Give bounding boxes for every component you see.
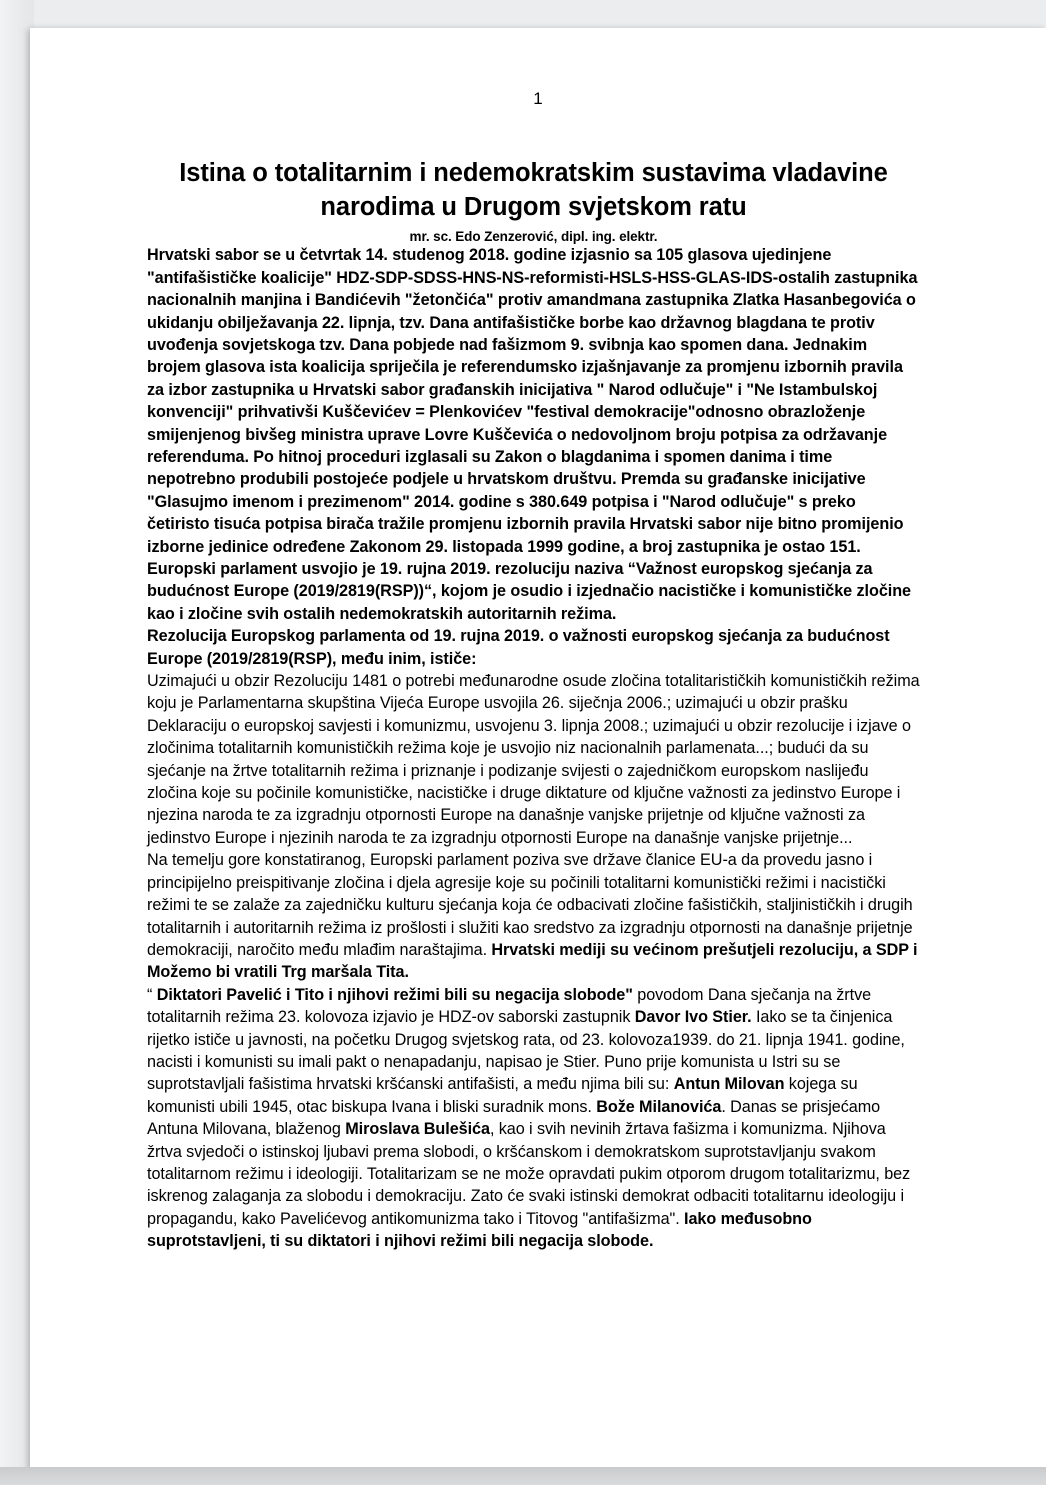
stier-text-2: Iako se ta činjenica rijetko ističe u javnosti, na početku Drugog svjetskog rata, od 23. kolovoza1939. do 21. lipnja 1941. godine, nacisti i komunisti su imali pakt o nenapadanju, napisao je Stier. Puno prije komunista u Istri su se suprotstavljali fašistima hrvatski kršćanski antifašisti, a među njima bili su:: [147, 1008, 905, 1094]
document-title-line-2: narodima u Drugom svjetskom ratu: [320, 193, 747, 222]
name-miroslava-bulesica: Miroslava Bulešića: [345, 1120, 490, 1139]
page-content: [147, 156, 920, 1253]
quote-dictators-negation: Diktatori Pavelić i Tito i njihovi režimi bili su negacija slobode": [156, 985, 633, 1004]
paragraph-ep-resolution-citation: Rezolucija Europskog parlamenta od 19. rujna 2019. o važnosti europskog sjećanja za budućnost Europe (2019/2819(RSP), među inim, ističe:: [147, 627, 890, 668]
quote-open-mark: “: [147, 985, 157, 1004]
paragraph-ep-resolution-intro: Europski parlament usvojio je 19. rujna 2019. rezoluciju naziva “Važnost europskog sjećanja za budućnost Europe (2019/2819(RSP))“, kojom je osudio i izjednačio nacističke i komunističke zločine kao i zločine svih ostalih nedemokratskih autoritarnih režima.: [147, 560, 912, 623]
closing-emphasis-negacija-slobode: Iako međusobno suprotstavljeni, ti su diktatori i njihovi režimi bili negacija slobode.: [147, 1209, 812, 1251]
name-antun-milovan: Antun Milovan: [673, 1075, 785, 1094]
name-davor-ivo-stier: Davor Ivo Stier.: [634, 1008, 752, 1027]
paragraph-ep-call-text: Na temelju gore konstatiranog, Europski parlament poziva sve države članice EU-a da provedu jasno i principijelno preispitivanje zločina i djela agresije koje su počinili totalitarni komunistički režimi i nacistički režimi te se zalaže za zajedničku kulturu sjećanja koja će odbacivati zločine fašističkih, staljinističkih i drugih totalitarnih i autoritarnih režima iz prošlosti i služiti kao sredstvo za izgradnju otpornosti na današnje prijetnje demokraciji, naročito među mlađim naraštajima.: [147, 851, 913, 959]
stier-text-5: , kao i svih nevinih žrtava fašizma i komunizma. Njihova žrtva svjedoči o istinskoj ljubavi prema slobodi, o kršćanskom i demokratskom suprotstavljanju svakom totalitarnom režimu i ideologiji. Totalitarizam se ne može opravdati pukim otporom drugom totalitarizmu, bez iskrenog zalaganja za slobodu i demokraciju. Zato će svaki istinski demokrat odbaciti totalitarnu ideologiju i propagandu, kako Pavelićevog antikomunizma tako i Titovog "antifašizma".: [147, 1120, 911, 1228]
paragraph-sabor-vote: Hrvatski sabor se u četvrtak 14. studenog 2018. godine izjasnio sa 105 glasova ujedinjene "antifašističke koalicije" HDZ-SDP-SDSS-HNS-NS-reformisti-HSLS-HSS-GLAS-IDS-ostalih zastupnika nacionalnih manjina i Bandićevih "žetončića" protiv amandmana zastupnika Zlatka Hasanbegovića o ukidanju obilježavanja 22. lipnja, tzv. Dana antifašističke borbe kao državnog blagdana te protiv uvođenja sovjetskoga tzv. Dana pobjede nad fašizmom 9. svibnja kao spomen dana. Jednakim brojem glasova ista koalicija spriječila je referendumsko izjašnjavanje za promjenu izbornih pravila za izbor zastupnika u Hrvatski sabor građanskih inicijativa " Narod odlučuje" i "Ne Istambulskoj konvenciji" prihvativši Kuščevićev = Plenkovićev "festival demokracije"odnosno obrazloženje smijenjenog bivšeg ministra uprave Lovre Kuščevića o nedovoljnom broju potpisa za održavanje referenduma. Po hitnoj proceduri izglasali su Zakon o blagdanima i spomen danima i time nepotrebno produbili postojeće podjele u hrvatskom društvu. Premda su građanske inicijative "Glasujmo imenom i prezimenom" 2014. godine s 380.649 potpisa i "Narod odlučuje" s preko četiristo tisuća potpisa birača tražile promjenu izbornih pravila Hrvatski sabor nije bitno promijenio izborne jedinice određene Zakonom 29. listopada 1999 godine, a broj zastupnika je ostao 151.: [147, 246, 918, 556]
document-title-line-1: Istina o totalitarnim i nedemokratskim sustavima vladavine: [179, 159, 888, 187]
stier-text-3: kojega su komunisti ubili 1945, otac biskupa Ivana i bliski suradnik mons.: [147, 1075, 858, 1116]
backdrop-left-gradient: [0, 0, 34, 1485]
paragraph-resolution-recitals: Uzimajući u obzir Rezoluciju 1481 o potrebi međunarodne osude zločina totalitarističkih komunističkih režima koju je Parlamentarna skupština Vijeća Europe usvojila 26. siječnja 2006.; uzimajući u obzir prašku Deklaraciju o europskoj savjesti i komunizmu, usvojenu 3. lipnja 2008.; uzimajući u obzir rezolucije i izjave o zločinima totalitarnih komunističkih režima koje je usvojio niz nacionalnih parlamenata...; budući da su sjećanje na žrtve totalitarnih režima i priznanje i podizanje svijesti o zajedničkom europskom naslijeđu zločina koje su počinile komunističke, nacističke i druge diktature od ključne važnosti za jedinstvo Europe i njezina naroda te za izgradnju otpornosti Europe na današnje vanjske prijetnje od ključne važnosti za jedinstvo Europe i njezinih naroda te za izgradnju otpornosti Europe na današnje vanjske prijetnje...: [147, 672, 920, 847]
stier-text-4: . Danas se prisjećamo Antuna Milovana, blaženog: [147, 1097, 881, 1139]
document-page: [30, 28, 1046, 1470]
document-title: [147, 156, 920, 224]
page-number: 1: [533, 89, 543, 108]
paragraph-ep-call: [147, 849, 920, 983]
paragraph-stier-statement: [147, 984, 920, 1253]
document-author: mr. sc. Edo Zenzerović, dipl. ing. elektr.: [409, 229, 658, 245]
paragraph-ep-call-emphasis: Hrvatski mediji su većinom prešutjeli rezoluciju, a SDP i Možemo bi vratili Trg maršala Tita.: [147, 940, 918, 982]
name-boze-milanovica: Bože Milanovića: [596, 1097, 722, 1116]
stier-text-1: povodom Dana sječanja na žrtve totalitarnih režima 23. kolovoza izjavio je HDZ-ov saborski zastupnik: [147, 985, 872, 1027]
